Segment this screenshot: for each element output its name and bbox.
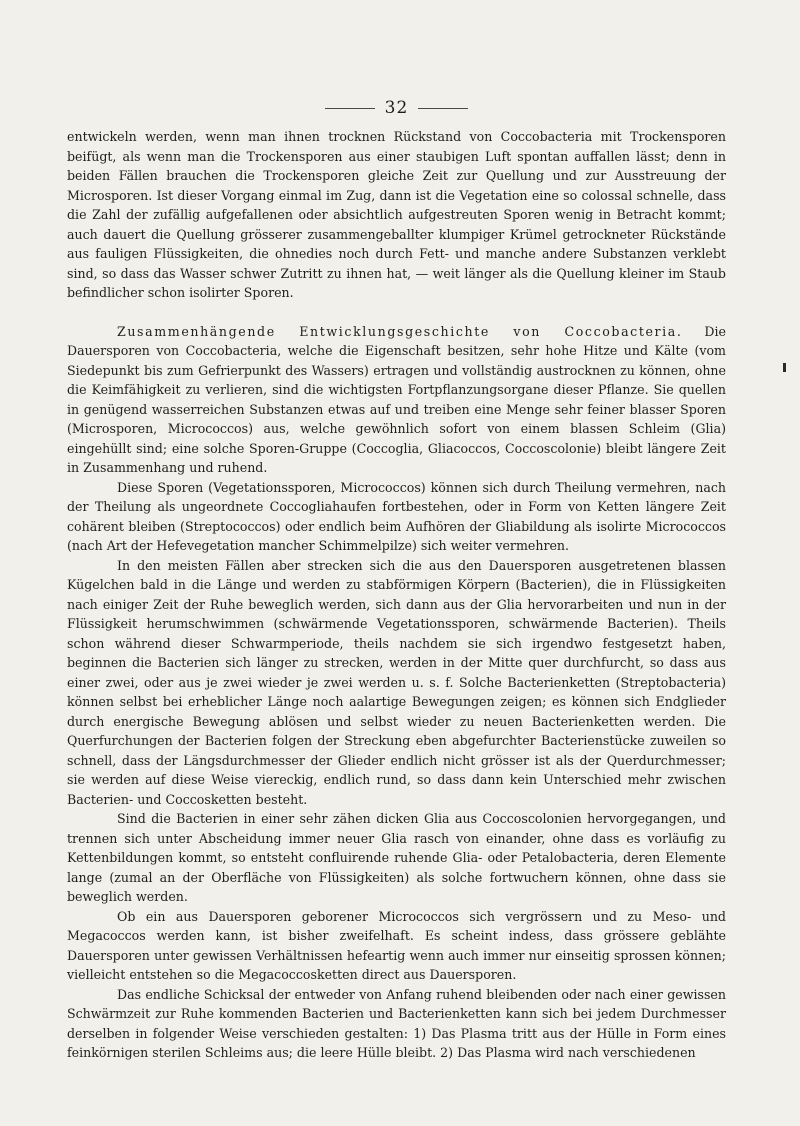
paragraph-6: Ob ein aus Dauersporen geborener Micrococcos sich vergrössern und zu Meso- und Megacoccos werden kann, ist bisher zweifelhaft. Es scheint indess, dass grössere geblähte Dauersporen unter gewissen Verhältnissen hefeartig wenn auch immer nur einseitig sprossen können; vielleicht entstehen so die Megacoccosketten direct aus Dauersporen.: [67, 908, 726, 982]
header-rule-right: [418, 108, 468, 109]
page-header: [187, 95, 606, 121]
body-text: [67, 127, 726, 1063]
page-number: 32: [384, 98, 409, 118]
paragraph-2-text: Die Dauersporen von Coccobacteria, welche die Eigenschaft besitzen, sehr hohe Hitze und Kälte (vom Siedepunkt bis zum Gefrierpunkt des Wassers) ertragen und vollständig austrocknen zu können, ohne die Keimfähigkeit zu verlieren, sind die wichtigsten Fortpflanzungsorgane dieser Pflanze. Sie quellen in genügend wasserreichen Substanzen etwas auf und treiben eine Menge sehr feiner blasser Sporen (Microsporen, Micrococcos) aus, welche gewöhnlich sofort von einem blassen Schleim (Glia) eingehüllt sind; eine solche Sporen-Gruppe (Coccoglia, Gliacoccos, Coccoscolonie) bleibt längere Zeit in Zusammenhang und ruhend.: [67, 323, 726, 475]
section-heading: Zusammenhängende Entwicklungsgeschichte von Coccobacteria.: [117, 323, 683, 339]
paragraph-1: entwickeln werden, wenn man ihnen trocknen Rückstand von Coccobacteria mit Trockensporen beifügt, als wenn man die Trockensporen aus einer staubigen Luft spontan auffallen lässt; denn in beiden Fällen brauchen die Trockensporen gleiche Zeit zur Quellung und zur Ausstreuung der Microsporen. Ist dieser Vorgang einmal im Zug, dann ist die Vegetation eine so colossal schnelle, dass die Zahl der zufällig aufgefallenen oder absichtlich aufgestreuten Sporen wenig in Betracht kommt; auch dauert die Quellung grösserer zusammengeballter klumpiger Krümel getrockneter Rückstände aus fauligen Flüssigkeiten, die ohnedies noch durch Fett- und manche andere Substanzen verklebt sind, so dass das Wasser schwer Zutritt zu ihnen hat, — weit länger als die Quellung kleiner im Staub befindlicher schon isolirter Sporen.: [67, 129, 726, 300]
section-gap: [67, 303, 726, 322]
paragraph-2: [67, 322, 726, 478]
paragraph-3: Diese Sporen (Vegetationssporen, Micrococcos) können sich durch Theilung vermehren, nach der Theilung als ungeordnete Coccogliahaufen fortbestehen, oder in Form von Ketten längere Zeit cohärent bleiben (Streptococcos) oder endlich beim Aufhören der Gliabildung als isolirte Micrococcos (nach Art der Hefevegetation mancher Schimmelpilze) sich weiter vermehren.: [67, 479, 726, 553]
paragraph-7: Das endliche Schicksal der entweder von Anfang ruhend bleibenden oder nach einer gewissen Schwärmzeit zur Ruhe kommenden Bacterien und Bacterienketten kann sich bei jedem Durchmesser derselben in folgender Weise verschieden gestalten: 1) Das Plasma tritt aus der Hülle in Form eines feinkörnigen sterilen Schleims aus; die leere Hülle bleibt. 2) Das Plasma wird nach verschiedenen: [67, 986, 726, 1060]
header-rule-left: [325, 108, 375, 109]
paragraph-4: In den meisten Fällen aber strecken sich die aus den Dauersporen ausgetretenen blassen Kügelchen bald in die Länge und werden zu stabförmigen Körpern (Bacterien), die in Flüssigkeiten nach einiger Zeit der Ruhe beweglich werden, sich dann aus der Glia hervorarbeiten und nun in der Flüssigkeit herumschwimmen (schwärmende Vegetationssporen, schwärmende Bacterien). Theils schon während dieser Schwarmperiode, theils nachdem sie sich irgendwo festgesetzt haben, beginnen die Bacterien sich länger zu strecken, werden in der Mitte quer durchfurcht, so dass aus einer zwei, oder aus je zwei wieder je zwei werden u. s. f. Solche Bacterienketten (Streptobacteria) können selbst bei erheblicher Länge noch aalartige Bewegungen zeigen; es können sich Endglieder durch energische Bewegung ablösen und selbst wieder zu neuen Bacterienketten werden. Die Querfurchungen der Bacterien folgen der Streckung eben abgefurchter Bacterienstücke zuweilen so schnell, dass der Längsdurchmesser der Glieder endlich nicht grösser ist als der Querdurchmesser; sie werden auf diese Weise viereckig, endlich rund, so dass dann kein Unterschied mehr zwischen Bacterien- und Coccosketten besteht.: [67, 557, 726, 807]
margin-ink-mark: [783, 363, 786, 372]
paragraph-5: Sind die Bacterien in einer sehr zähen dicken Glia aus Coccoscolonien hervorgegangen, und trennen sich unter Abscheidung immer neuer Glia rasch von einander, ohne dass es vorläufig zu Kettenbildungen kommt, so entsteht confluirende ruhende Glia- oder Petalobacteria, deren Elemente lange (zumal an der Oberfläche von Flüssigkeiten) als solche fortwuchern können, ohne dass sie beweglich werden.: [67, 811, 726, 904]
